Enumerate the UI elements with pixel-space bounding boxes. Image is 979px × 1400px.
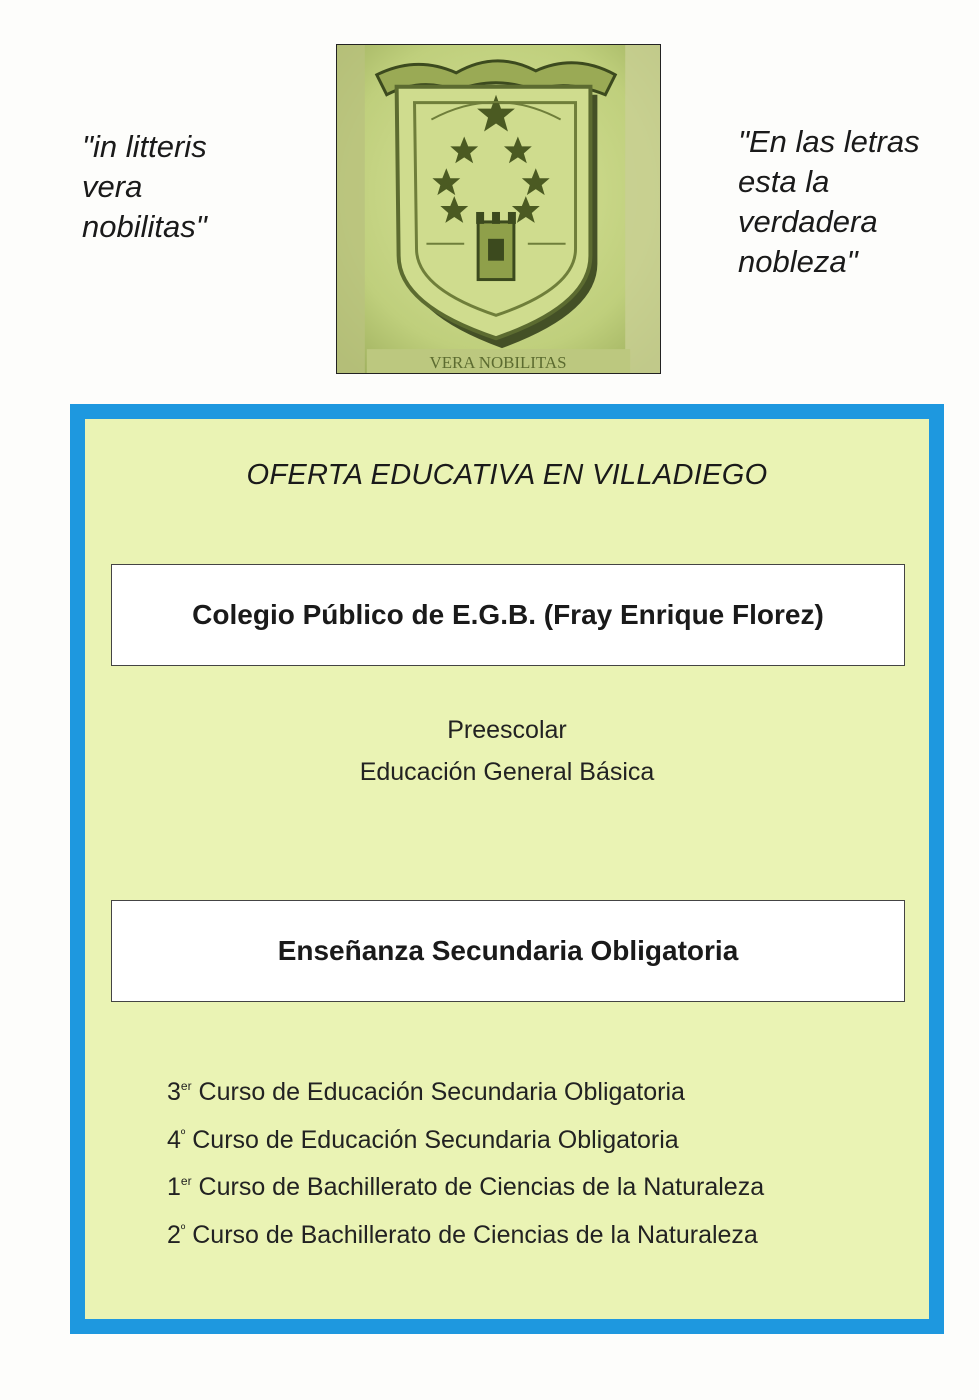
school-heading-eso: Enseñanza Secundaria Obligatoria (111, 900, 905, 1002)
course-item: $4^º$ Curso de Educación Secundaria Obligatoria (167, 1125, 679, 1154)
level-item: Educación General Básica (359, 758, 655, 786)
eso-courses-list (167, 1066, 764, 1256)
coat-of-arms-photo (336, 44, 661, 374)
educational-offer-panel (70, 404, 944, 1334)
latin-motto: "in litteris vera nobilitas" (82, 129, 207, 244)
course-item: $2^º$ Curso de Bachillerato de Ciencias de la Naturaleza (167, 1220, 758, 1249)
school-heading-egb: Colegio Público de E.G.B. (Fray Enrique Florez) (111, 564, 905, 666)
course-item: 1er Curso de Bachillerato de Ciencias de la Naturaleza (167, 1173, 765, 1201)
egb-levels-list (85, 709, 929, 793)
level-item: Preescolar (447, 716, 567, 744)
spanish-motto: "En las letras esta la verdadera nobleza" (738, 124, 920, 279)
crest-inscription: VERA NOBILITAS (429, 353, 567, 373)
course-item: 3er Curso de Educación Secundaria Obligatoria (167, 1078, 685, 1106)
panel-title: OFERTA EDUCATIVA EN VILLADIEGO (246, 459, 768, 491)
